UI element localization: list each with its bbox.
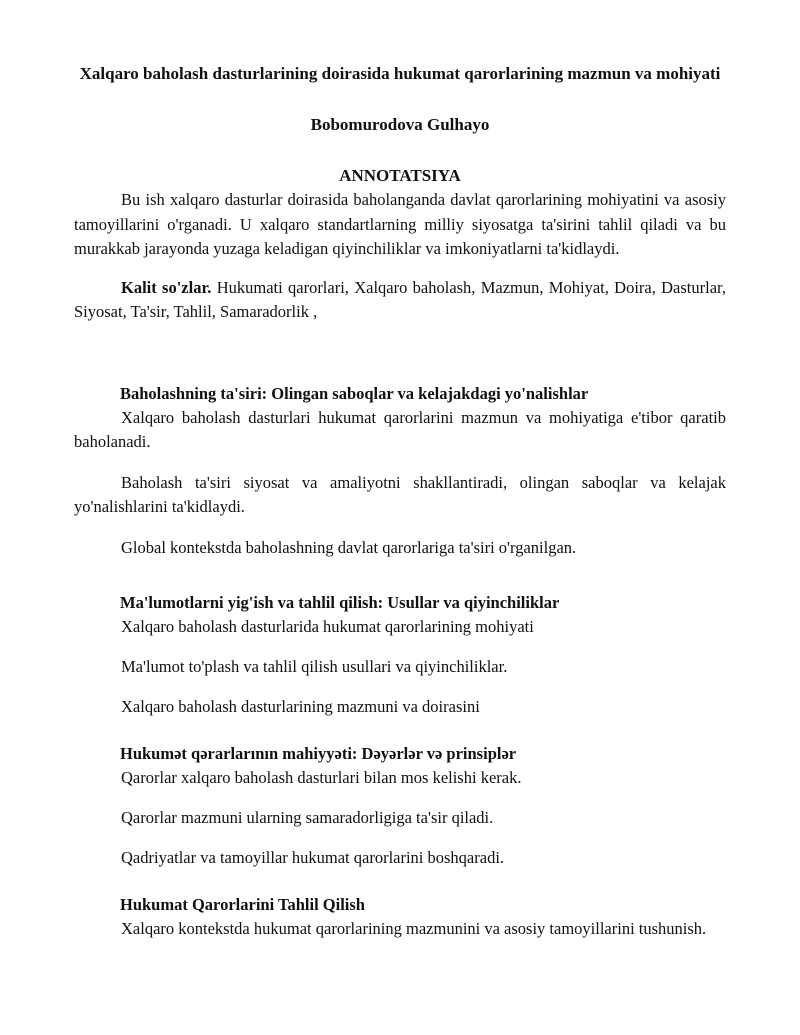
section-paragraph: Qarorlar mazmuni ularning samaradorligiga ta'sir qiladi. xyxy=(121,807,494,827)
section-paragraph: Global kontekstda baholashning davlat qarorlariga ta'siri o'rganilgan. xyxy=(121,537,577,557)
keywords-text: Hukumati qarorlari, Xalqaro baholash, Mazmun, Mohiyat, Doira, Dasturlar, Siyosat, Ta'sir, Tahlil, Samaradorlik , xyxy=(74,277,726,321)
section-paragraph: Xalqaro baholash dasturlari hukumat qarorlarini mazmun va mohiyatiga e'tibor qaratib baholanadi. xyxy=(74,407,726,451)
keywords-paragraph xyxy=(74,276,726,325)
section-paragraph: Xalqaro kontekstda hukumat qarorlarining mazmunini va asosiy tamoyillarini tushunish. xyxy=(121,918,707,938)
section-heading-analysis: Hukumat Qarorlarini Tahlil Qilish xyxy=(120,894,365,914)
section-paragraph: Qarorlar xalqaro baholash dasturlari bilan mos kelishi kerak. xyxy=(121,767,522,787)
section-paragraph: Qadriyatlar va tamoyillar hukumat qarorlarini boshqaradi. xyxy=(121,847,505,867)
annotation-heading: ANNOTATSIYA xyxy=(339,166,461,185)
keywords-label: Kalit so'zlar. xyxy=(121,277,212,297)
section-paragraph: Xalqaro baholash dasturlarining mazmuni va doirasini xyxy=(121,696,480,716)
author-name: Bobomurodova Gulhayo xyxy=(310,115,490,134)
document-page xyxy=(74,62,726,941)
annotation-text: Bu ish xalqaro dasturlar doirasida baholanganda davlat qarorlarining mohiyatini va asosiy tamoyillarini o'rganadi. U xalqaro standartlarning milliy siyosatga ta'sirini tahlil qiladi va bu murakkab jarayonda yuzaga keladigan qiyinchiliklar va imkoniyatlarni ta'kidlaydi. xyxy=(74,190,726,258)
section-heading-data-collection: Ma'lumotlarni yig'ish va tahlil qilish: Usullar va qiyinchiliklar xyxy=(120,592,560,612)
section-paragraph: Xalqaro baholash dasturlarida hukumat qarorlarining mohiyati xyxy=(121,616,534,636)
section-paragraph: Baholash ta'siri siyosat va amaliyotni shakllantiradi, olingan saboqlar va kelajak yo'nalishlarini ta'kidlaydi. xyxy=(74,472,726,516)
section-heading-essence: Hukumət qərarlarının mahiyyəti: Dəyərlər və prinsiplər xyxy=(120,743,517,763)
section-heading-impact: Baholashning ta'siri: Olingan saboqlar va kelajakdagi yo'nalishlar xyxy=(120,383,589,403)
section-paragraph: Ma'lumot to'plash va tahlil qilish usullari va qiyinchiliklar. xyxy=(121,656,508,676)
document-title: Xalqaro baholash dasturlarining doirasida hukumat qarorlarining mazmun va mohiyati xyxy=(79,64,721,83)
